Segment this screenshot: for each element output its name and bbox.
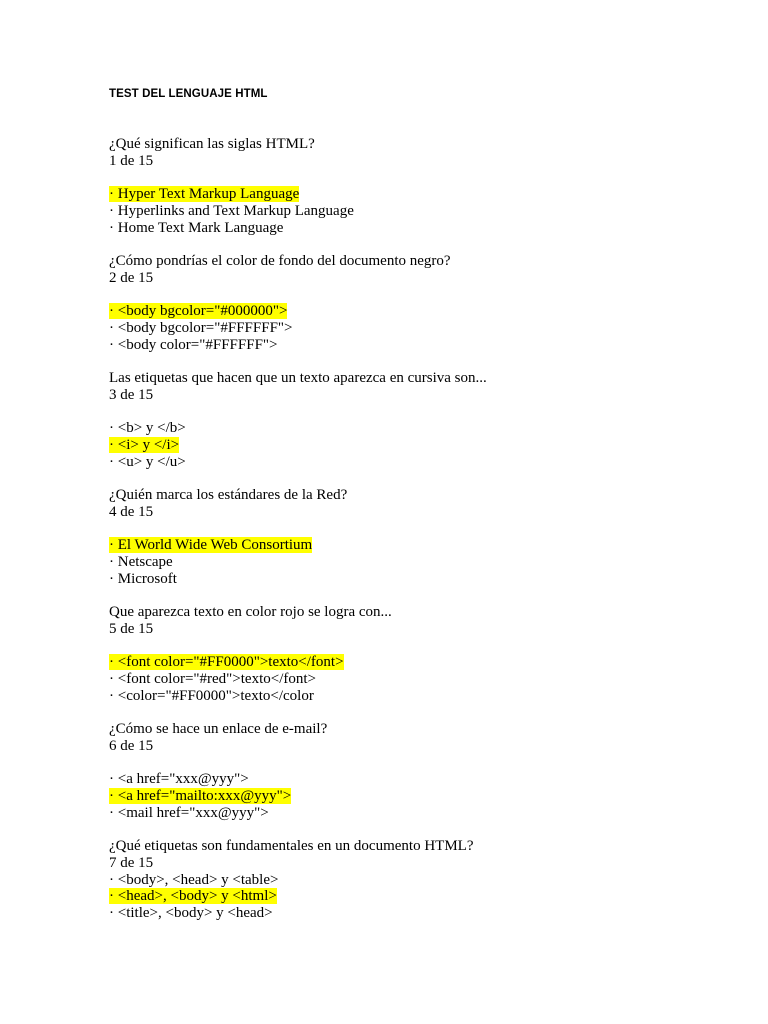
question-text: ¿Quién marca los estándares de la Red? <box>109 487 348 503</box>
answer-option-text: · <a href="xxx@yyy"> <box>109 771 249 788</box>
question-counter: 6 de 15 <box>109 737 154 754</box>
answer-option-correct <box>109 537 728 554</box>
question-counter: 2 de 15 <box>109 269 154 286</box>
answer-option <box>109 872 728 889</box>
question-counter: 5 de 15 <box>109 620 154 637</box>
answer-option-text: · El World Wide Web Consortium <box>109 537 313 554</box>
question-block <box>109 487 728 588</box>
question-block <box>109 838 728 922</box>
answer-option <box>109 805 728 822</box>
question-counter: 1 de 15 <box>109 152 154 169</box>
answer-option-text: · Netscape <box>109 554 173 571</box>
answer-option <box>109 454 728 471</box>
question-text: Las etiquetas que hacen que un texto aparezca en cursiva son... <box>109 370 487 386</box>
question-block <box>109 370 728 471</box>
answer-option-text: · <font color="#red">texto</font> <box>109 671 316 688</box>
answer-option-text: · <body bgcolor="#000000"> <box>109 303 288 320</box>
answer-option <box>109 220 728 237</box>
answer-option <box>109 337 728 354</box>
answer-option-text: · Hyper Text Markup Language <box>109 186 300 203</box>
answer-option-correct <box>109 303 728 320</box>
answer-option-text: · <body color="#FFFFFF"> <box>109 336 278 353</box>
question-text: ¿Cómo se hace un enlace de e-mail? <box>109 721 328 737</box>
answer-option-correct <box>109 888 728 905</box>
answer-option-text: · <title>, <body> y <head> <box>109 905 273 922</box>
question-text: Que aparezca texto en color rojo se logra con... <box>109 604 392 620</box>
answer-option-text: · Home Text Mark Language <box>109 219 284 236</box>
answer-option-correct <box>109 788 728 805</box>
answer-option <box>109 420 728 437</box>
answer-option-text: · <u> y </u> <box>109 453 186 470</box>
answer-option-text: · <b> y </b> <box>109 420 186 437</box>
question-block <box>109 604 728 705</box>
question-block <box>109 721 728 822</box>
answer-option <box>109 688 728 705</box>
document-page <box>109 86 728 922</box>
document-title: TEST DEL LENGUAJE HTML <box>109 88 268 100</box>
question-counter: 7 de 15 <box>109 854 154 871</box>
answer-option-correct <box>109 654 728 671</box>
question-text: ¿Qué significan las siglas HTML? <box>109 136 315 152</box>
answer-option-correct <box>109 186 728 203</box>
answer-option-text: · <body>, <head> y <table> <box>109 871 279 888</box>
answer-option-text: · <body bgcolor="#FFFFFF"> <box>109 320 293 337</box>
answer-option <box>109 571 728 588</box>
answer-option <box>109 203 728 220</box>
answer-option-text: · <i> y </i> <box>109 437 180 454</box>
question-block <box>109 136 728 237</box>
answer-option <box>109 554 728 571</box>
answer-option-text: · Hyperlinks and Text Markup Language <box>109 203 354 220</box>
answer-option-text: · <color="#FF0000">texto</color <box>109 687 314 704</box>
question-block <box>109 253 728 354</box>
question-counter: 3 de 15 <box>109 386 154 403</box>
question-text: ¿Cómo pondrías el color de fondo del documento negro? <box>109 253 451 269</box>
answer-option-text: · <head>, <body> y <html> <box>109 888 277 905</box>
answer-option-correct <box>109 437 728 454</box>
answer-option-text: · <mail href="xxx@yyy"> <box>109 804 269 821</box>
answer-option-text: · <a href="mailto:xxx@yyy"> <box>109 788 292 805</box>
answer-option <box>109 905 728 922</box>
answer-option <box>109 320 728 337</box>
answer-option <box>109 771 728 788</box>
question-counter: 4 de 15 <box>109 503 154 520</box>
question-text: ¿Qué etiquetas son fundamentales en un documento HTML? <box>109 838 474 854</box>
answer-option <box>109 671 728 688</box>
answer-option-text: · Microsoft <box>109 570 177 587</box>
answer-option-text: · <font color="#FF0000">texto</font> <box>109 654 344 671</box>
